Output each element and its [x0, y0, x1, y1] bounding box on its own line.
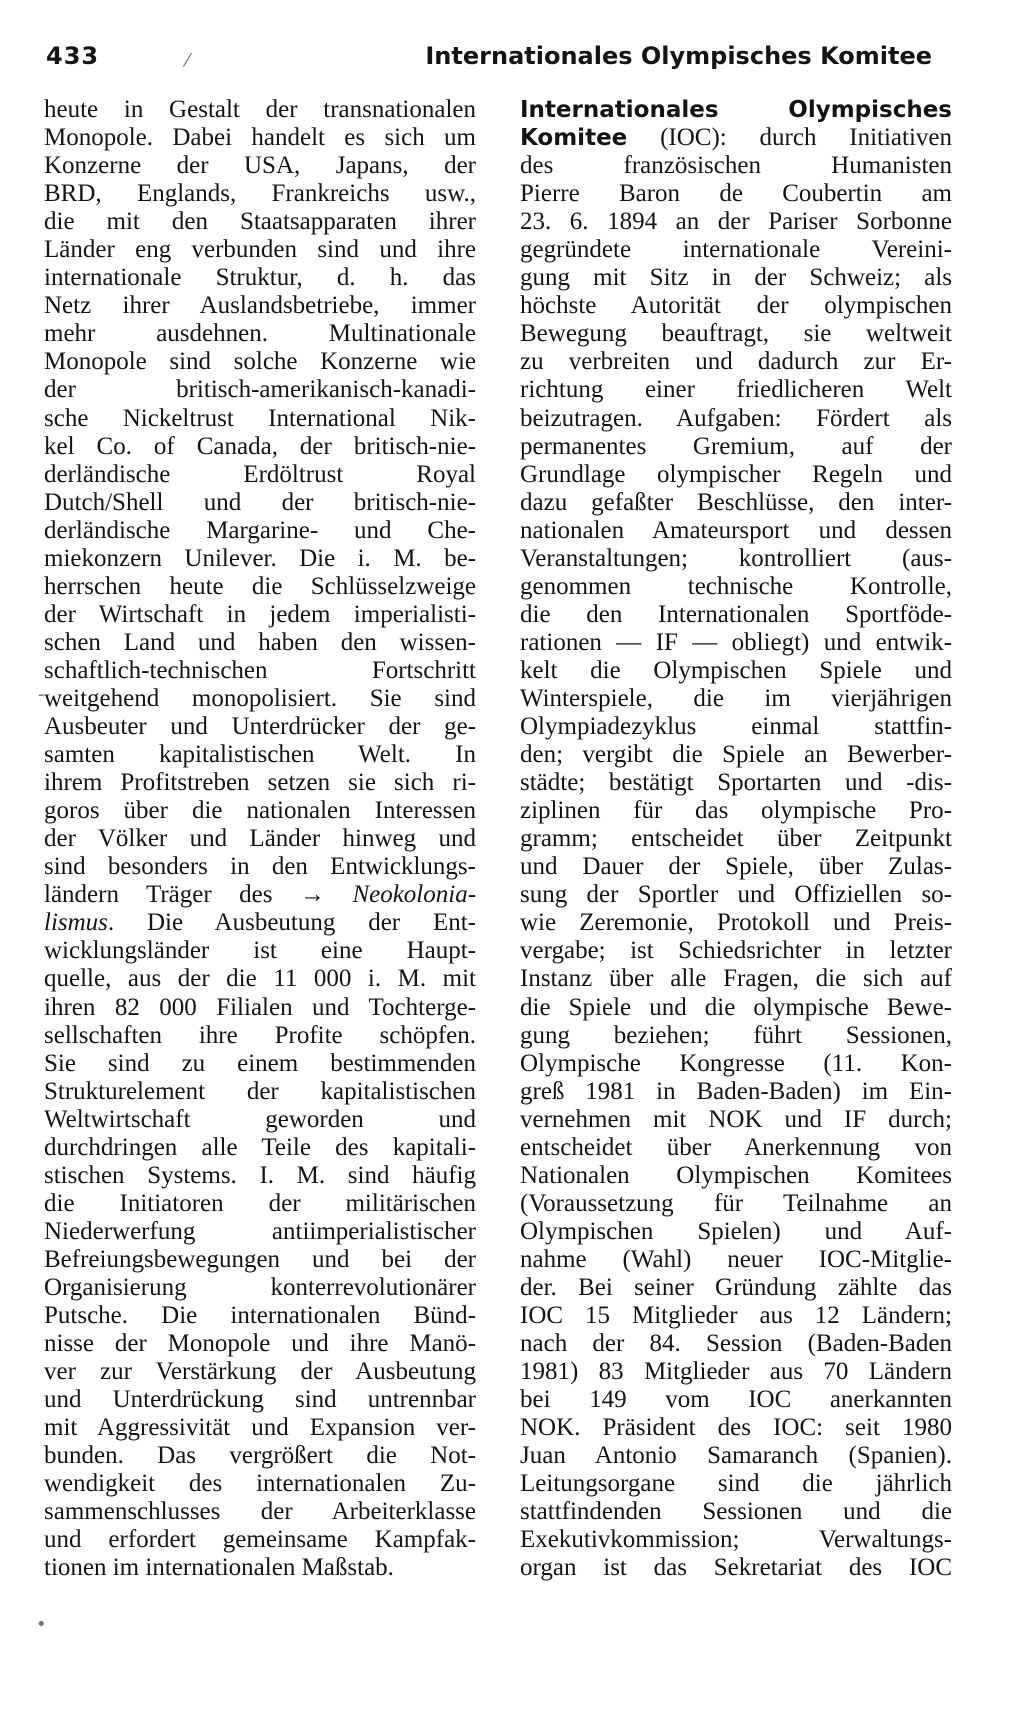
text-line — [44, 236, 476, 264]
line-text: ihrem Profitstreben setzen sie sich ri- — [44, 769, 476, 797]
text-line — [520, 489, 952, 517]
line-text: ihren 82 000 Filialen und Tochterge- — [44, 993, 476, 1021]
text-line — [520, 433, 952, 461]
text-line — [44, 433, 476, 461]
text-line — [44, 320, 476, 348]
line-text: entscheidet über Anerkennung von — [520, 1133, 952, 1161]
line-text: . Die Ausbeutung der Ent- — [107, 909, 476, 937]
line-text: der Völker und Länder hinweg und — [44, 825, 476, 853]
page-header — [44, 40, 932, 80]
line-text: höchste Autorität der olympischen — [520, 292, 952, 320]
line-text: Olympiadezyklus einmal stattfin- — [520, 713, 952, 741]
line-text: der Wirtschaft in jedem imperialisti- — [44, 600, 476, 628]
text-line — [44, 797, 476, 825]
line-text: schaftlich-technischen Fortschritt — [44, 656, 476, 684]
text-line — [44, 769, 476, 797]
text-line — [44, 937, 476, 965]
text-line — [44, 545, 476, 573]
line-text: Niederwerfung antiimperialistischer — [44, 1217, 476, 1245]
line-text: Grundlage olympischer Regeln und — [520, 460, 952, 488]
line-text: rationen — IF — obliegt) und entwik- — [520, 628, 952, 656]
text-line — [44, 881, 476, 909]
text-line — [44, 264, 476, 292]
line-text: 1981) 83 Mitglieder aus 70 Ländern — [520, 1358, 952, 1386]
line-text: genommen technische Kontrolle, — [520, 572, 952, 600]
line-text: zu verbreiten und dadurch zur Er- — [520, 348, 952, 376]
text-line — [520, 1526, 952, 1554]
text-line — [520, 881, 952, 909]
text-line — [44, 994, 476, 1022]
line-text: die mit den Staatsapparaten ihrer — [44, 208, 476, 236]
text-line — [44, 1526, 476, 1554]
text-line — [520, 769, 952, 797]
text-line — [520, 1274, 952, 1302]
line-text: Veranstaltungen; kontrolliert (aus- — [520, 544, 952, 572]
line-text: Winterspiele, die im vierjährigen — [520, 684, 952, 712]
line-text: nahme (Wahl) neuer IOC-Mitglie- — [520, 1245, 952, 1273]
text-line — [44, 713, 476, 741]
text-line — [44, 124, 476, 152]
line-text: richtung einer friedlicheren Welt — [520, 376, 952, 404]
line-text: bunden. Das vergrößert die Not- — [44, 1442, 476, 1470]
text-line — [44, 1050, 476, 1078]
text-line — [44, 825, 476, 853]
line-text: gung beziehen; führt Sessionen, — [520, 1021, 952, 1049]
line-text: und Dauer der Spiele, über Zulas- — [520, 853, 952, 881]
line-text: wie Zeremonie, Protokoll und Preis- — [520, 909, 952, 937]
text-line — [44, 657, 476, 685]
line-text: sung der Sportler und Offiziellen so- — [520, 881, 952, 909]
right-column — [520, 96, 952, 1582]
text-line — [44, 853, 476, 881]
text-line — [520, 1498, 952, 1526]
text-line — [44, 1218, 476, 1246]
line-text: ziplinen für das olympische Pro- — [520, 797, 952, 825]
line-text: weitgehend monopolisiert. Sie sind — [44, 684, 476, 712]
text-line — [44, 741, 476, 769]
line-text: den; vergibt die Spiele an Bewerber- — [520, 741, 952, 769]
text-line — [520, 1078, 952, 1106]
line-text: samten kapitalistischen Welt. In — [44, 741, 476, 769]
text-line — [520, 320, 952, 348]
margin-mark-icon: - — [38, 684, 45, 705]
text-line — [520, 713, 952, 741]
line-text: Sie sind zu einem bestimmenden — [44, 1049, 476, 1077]
cross-reference-link[interactable]: Neokolonia- — [352, 881, 476, 909]
text-line — [44, 376, 476, 404]
text-line — [44, 489, 476, 517]
text-line — [44, 96, 476, 124]
running-head: Internationales Olympisches Komitee — [425, 42, 932, 70]
text-line — [520, 180, 952, 208]
text-line — [520, 1134, 952, 1162]
line-text: Strukturelement der kapitalistischen — [44, 1077, 476, 1105]
line-text: (Voraussetzung für Teilnahme an — [520, 1189, 952, 1217]
text-line — [520, 909, 952, 937]
text-line — [520, 376, 952, 404]
text-line — [520, 573, 952, 601]
text-line — [44, 629, 476, 657]
line-text: NOK. Präsident des IOC: seit 1980 — [520, 1414, 952, 1442]
text-line — [520, 1554, 952, 1582]
line-text: durchdringen alle Teile des kapitali- — [44, 1133, 476, 1161]
text-line — [520, 1246, 952, 1274]
text-line — [44, 1470, 476, 1498]
text-line — [520, 1386, 952, 1414]
line-text: organ ist das Sekretariat des IOC — [520, 1554, 952, 1582]
line-text: stattfindenden Sessionen und die — [520, 1498, 952, 1526]
line-text: Juan Antonio Samaranch (Spanien). — [520, 1442, 952, 1470]
text-line — [520, 152, 952, 180]
line-text: tionen im internationalen Maßstab. — [44, 1554, 394, 1582]
line-text: nisse der Monopole und ihre Manö- — [44, 1330, 476, 1358]
line-text: Leitungsorgane sind die jährlich — [520, 1470, 952, 1498]
line-text: sche Nickeltrust International Nik- — [44, 404, 476, 432]
line-text: und Unterdrückung sind untrennbar — [44, 1386, 476, 1414]
line-text: Konzerne der USA, Japans, der — [44, 152, 476, 180]
text-line — [44, 152, 476, 180]
text-line — [44, 1498, 476, 1526]
line-text: des französischen Humanisten — [520, 152, 952, 180]
text-line — [44, 292, 476, 320]
line-text: Netz ihrer Auslandsbetriebe, immer — [44, 292, 476, 320]
text-line — [44, 1162, 476, 1190]
line-text: Ausbeuter und Unterdrücker der ge- — [44, 713, 476, 741]
text-line — [520, 405, 952, 433]
text-line — [44, 1330, 476, 1358]
text-line — [44, 1386, 476, 1414]
left-column — [44, 96, 476, 1582]
line-text: derländische Erdöltrust Royal — [44, 460, 476, 488]
text-line — [44, 1358, 476, 1386]
text-line — [520, 657, 952, 685]
text-line — [44, 208, 476, 236]
line-text: bei 149 vom IOC anerkannten — [520, 1386, 952, 1414]
line-text: und erfordert gemeinsame Kampfak- — [44, 1526, 476, 1554]
line-text: vernehmen mit NOK und IF durch; — [520, 1105, 952, 1133]
line-text: mehr ausdehnen. Multinationale — [44, 320, 476, 348]
line-text: gung mit Sitz in der Schweiz; als — [520, 264, 952, 292]
line-text: Nationalen Olympischen Komitees — [520, 1161, 952, 1189]
entry-text: (IOC): durch Initiativen — [627, 124, 952, 152]
line-text: IOC 15 Mitglieder aus 12 Ländern; — [520, 1302, 952, 1330]
text-line — [44, 573, 476, 601]
line-text: die Spiele und die olympische Bewe- — [520, 993, 952, 1021]
margin-dot-icon: • — [36, 1614, 47, 1635]
line-text: derländische Margarine- und Che- — [44, 516, 476, 544]
line-text: stischen Systems. I. M. sind häufig — [44, 1161, 476, 1189]
line-text: nationalen Amateursport und dessen — [520, 516, 952, 544]
line-text: schen Land und haben den wissen- — [44, 628, 476, 656]
text-line — [520, 937, 952, 965]
text-line — [520, 1358, 952, 1386]
text-line — [520, 264, 952, 292]
line-text: Olympischen Spielen) und Auf- — [520, 1217, 952, 1245]
entry-term: Komitee — [520, 125, 628, 152]
line-text: internationale Struktur, d. h. das — [44, 264, 476, 292]
text-line — [520, 1190, 952, 1218]
text-line — [44, 1302, 476, 1330]
text-line — [44, 517, 476, 545]
line-text: BRD, Englands, Frankreichs usw., — [44, 180, 476, 208]
text-line — [520, 517, 952, 545]
text-line — [520, 1302, 952, 1330]
line-text: die Initiatoren der militärischen — [44, 1189, 476, 1217]
line-text: Putsche. Die internationalen Bünd- — [44, 1302, 476, 1330]
line-text: städte; bestätigt Sportarten und -dis- — [520, 769, 952, 797]
text-line — [44, 1106, 476, 1134]
line-text: wicklungsländer ist eine Haupt- — [44, 937, 476, 965]
line-text: kelt die Olympischen Spiele und — [520, 656, 952, 684]
line-text: die den Internationalen Sportföde- — [520, 600, 952, 628]
line-text: Organisierung konterrevolutionärer — [44, 1273, 476, 1301]
cross-reference-link[interactable]: lismus — [44, 909, 108, 937]
line-text: 23. 6. 1894 an der Pariser Sorbonne — [520, 208, 952, 236]
line-text: vergabe; ist Schiedsrichter in letzter — [520, 937, 952, 965]
line-text: quelle, aus der die 11 000 i. M. mit — [44, 965, 476, 993]
entry-heading-line — [520, 96, 952, 124]
text-line — [44, 180, 476, 208]
text-line — [520, 1330, 952, 1358]
text-line — [44, 1414, 476, 1442]
text-line — [44, 1274, 476, 1302]
text-line — [520, 601, 952, 629]
line-text: permanentes Gremium, auf der — [520, 432, 952, 460]
text-line — [520, 545, 952, 573]
line-text: Weltwirtschaft geworden und — [44, 1105, 476, 1133]
line-text: beizutragen. Aufgaben: Fördert als — [520, 404, 952, 432]
line-text: ländern Träger des — [44, 881, 273, 909]
line-text: herrschen heute die Schlüsselzweige — [44, 572, 476, 600]
text-line — [44, 1246, 476, 1274]
entry-term: Internationales Olympisches — [520, 97, 952, 123]
line-text: nach der 84. Session (Baden-Baden — [520, 1330, 952, 1358]
line-text: Länder eng verbunden sind und ihre — [44, 236, 476, 264]
line-text: der. Bei seiner Gründung zählte das — [520, 1273, 952, 1301]
line-text: Instanz über alle Fragen, die sich auf — [520, 965, 952, 993]
text-line — [520, 994, 952, 1022]
text-line — [520, 348, 952, 376]
line-text: gramm; entscheidet über Zeitpunkt — [520, 825, 952, 853]
line-text: Dutch/Shell und der britisch-nie- — [44, 488, 476, 516]
text-line — [44, 1442, 476, 1470]
text-line — [520, 1470, 952, 1498]
line-text: Monopole sind solche Konzerne wie — [44, 348, 476, 376]
line-text: Bewegung beauftragt, sie weltweit — [520, 320, 952, 348]
line-text: dazu gefaßter Beschlüsse, den inter- — [520, 488, 952, 516]
text-line — [44, 685, 476, 713]
line-text: sind besonders in den Entwicklungs- — [44, 853, 476, 881]
text-line — [44, 909, 476, 937]
text-line — [520, 853, 952, 881]
text-line — [520, 629, 952, 657]
line-text: wendigkeit des internationalen Zu- — [44, 1470, 476, 1498]
line-text: Olympische Kongresse (11. Kon- — [520, 1049, 952, 1077]
entry-heading-line — [520, 124, 952, 152]
line-text: kel Co. of Canada, der britisch-nie- — [44, 432, 476, 460]
text-line — [44, 601, 476, 629]
text-line — [520, 461, 952, 489]
line-text: sammenschlusses der Arbeiterklasse — [44, 1498, 476, 1526]
text-line — [44, 348, 476, 376]
line-text: Pierre Baron de Coubertin am — [520, 180, 952, 208]
text-line — [520, 1218, 952, 1246]
line-text: der britisch-amerikanisch-kanadi- — [44, 376, 476, 404]
text-line — [520, 292, 952, 320]
line-text: heute in Gestalt der transnationalen — [44, 96, 476, 123]
text-line — [520, 1414, 952, 1442]
text-line — [520, 965, 952, 993]
text-line — [520, 1106, 952, 1134]
line-text: Befreiungsbewegungen und bei der — [44, 1245, 476, 1273]
pencil-mark-icon: ⁄ — [186, 50, 190, 71]
text-line — [520, 741, 952, 769]
text-line — [520, 1442, 952, 1470]
page-number: 433 — [46, 42, 100, 70]
text-line — [44, 1078, 476, 1106]
line-text: miekonzern Unilever. Die i. M. be- — [44, 544, 476, 572]
text-line — [520, 236, 952, 264]
line-text: Exekutivkommission; Verwaltungs- — [520, 1526, 952, 1554]
line-text: sellschaften ihre Profite schöpfen. — [44, 1021, 476, 1049]
text-line — [44, 405, 476, 433]
line-text: mit Aggressivität und Expansion ver- — [44, 1414, 476, 1442]
text-line — [520, 1162, 952, 1190]
text-line — [44, 1134, 476, 1162]
line-text: ver zur Verstärkung der Ausbeutung — [44, 1358, 476, 1386]
text-line — [44, 1554, 476, 1582]
text-line — [520, 208, 952, 236]
text-line — [520, 825, 952, 853]
text-line — [520, 1022, 952, 1050]
line-text: goros über die nationalen Interessen — [44, 797, 476, 825]
cross-reference-arrow-icon: → — [299, 881, 325, 909]
text-line — [44, 461, 476, 489]
text-line — [520, 685, 952, 713]
text-line — [520, 1050, 952, 1078]
line-text: gegründete internationale Vereini- — [520, 236, 952, 264]
line-text: Monopole. Dabei handelt es sich um — [44, 124, 476, 152]
text-line — [44, 1022, 476, 1050]
line-text: greß 1981 in Baden-Baden) im Ein- — [520, 1077, 952, 1105]
text-line — [44, 1190, 476, 1218]
text-line — [520, 797, 952, 825]
text-line — [44, 965, 476, 993]
